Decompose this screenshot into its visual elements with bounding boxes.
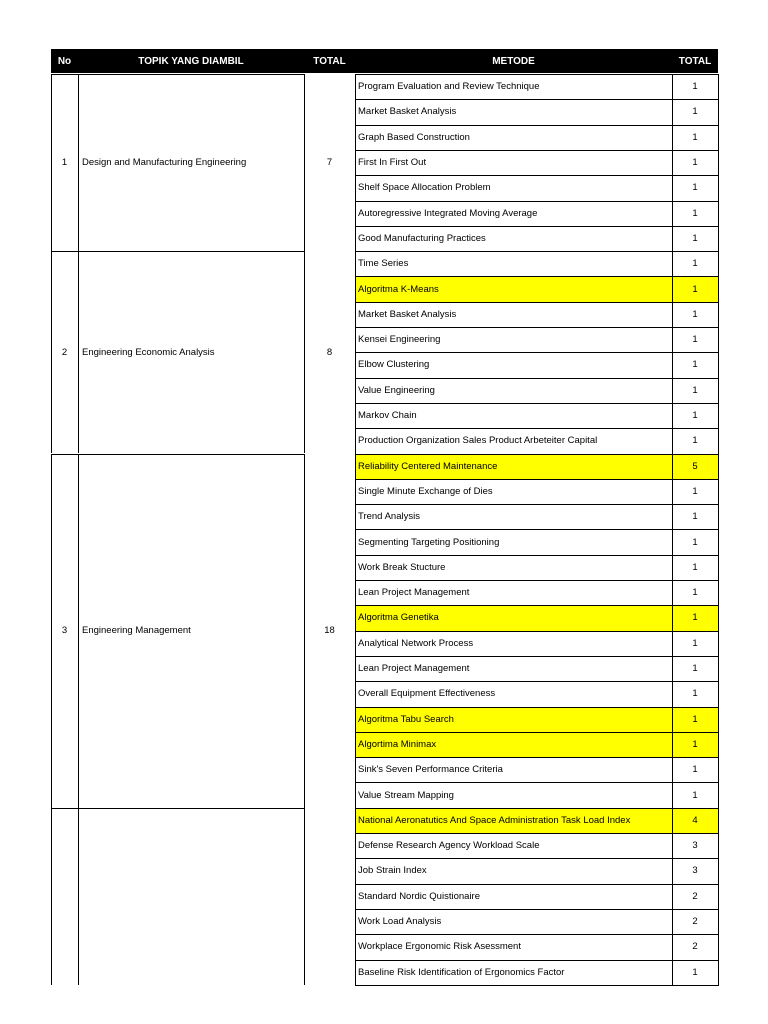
method-border-left	[355, 707, 356, 733]
method-border-left	[355, 960, 356, 986]
method-total: 1	[692, 81, 698, 93]
method-total: 1	[692, 764, 698, 776]
method-name: Elbow Clustering	[358, 359, 430, 371]
method-name: Algoritma Genetika	[358, 612, 439, 624]
method-total: 1	[692, 182, 698, 194]
method-border-right	[718, 175, 719, 201]
method-border-left	[355, 631, 356, 657]
method-border-left	[355, 302, 356, 328]
method-name: Shelf Space Allocation Problem	[358, 182, 491, 194]
method-total: 1	[692, 157, 698, 169]
method-border-left	[355, 656, 356, 682]
method-total: 1	[692, 410, 698, 422]
method-border-right	[718, 605, 719, 631]
group-border-no	[78, 251, 79, 453]
method-name: Defense Research Agency Workload Scale	[358, 840, 540, 852]
method-total: 1	[692, 561, 698, 573]
method-border-left	[355, 99, 356, 125]
method-row-border	[355, 985, 719, 986]
group-border-no	[78, 808, 79, 985]
header-no: No	[51, 49, 78, 73]
method-border-left	[355, 251, 356, 277]
method-name: Value Engineering	[358, 384, 435, 396]
method-name: Standard Nordic Quistionaire	[358, 890, 480, 902]
method-total: 1	[692, 283, 698, 295]
method-border-right	[718, 529, 719, 555]
method-border-right	[718, 757, 719, 783]
method-border-right	[718, 681, 719, 707]
method-border-right	[718, 479, 719, 505]
method-name: Time Series	[358, 258, 409, 270]
method-total: 1	[692, 106, 698, 118]
method-border-left	[355, 454, 356, 480]
method-total: 1	[692, 612, 698, 624]
method-total: 1	[692, 738, 698, 750]
method-name: Workplace Ergonomic Risk Asessment	[358, 941, 521, 953]
group-total: 7	[326, 157, 333, 169]
method-border-left	[355, 580, 356, 606]
method-border-left	[355, 757, 356, 783]
method-name: Lean Project Management	[358, 663, 470, 675]
method-border-left	[355, 403, 356, 429]
method-border-left	[355, 681, 356, 707]
method-total: 3	[692, 840, 698, 852]
method-total: 1	[692, 384, 698, 396]
method-border-left	[355, 884, 356, 910]
method-name: Good Manufacturing Practices	[358, 232, 486, 244]
method-name: National Aeronatutics And Space Administration Task Load Index	[358, 814, 631, 826]
method-border-right	[718, 428, 719, 454]
method-name: Job Strain Index	[358, 865, 427, 877]
method-name: Value Stream Mapping	[358, 789, 454, 801]
method-border-left	[355, 378, 356, 404]
header-metode: METODE	[355, 49, 672, 73]
method-border-right	[718, 934, 719, 960]
method-border-left	[355, 909, 356, 935]
method-name: Reliability Centered Maintenance	[358, 460, 498, 472]
method-border-left	[355, 428, 356, 454]
method-total: 1	[692, 536, 698, 548]
method-total: 1	[692, 511, 698, 523]
method-border-left	[355, 732, 356, 758]
header-total: TOTAL	[304, 49, 355, 73]
method-border-right	[718, 201, 719, 227]
method-border-right	[718, 960, 719, 986]
method-name: Kensei Engineering	[358, 334, 441, 346]
group-border-top	[51, 251, 305, 252]
group-border-top	[51, 454, 305, 455]
method-total: 1	[692, 713, 698, 725]
method-name: Markov Chain	[358, 410, 417, 422]
method-total: 2	[692, 890, 698, 902]
group-border-no	[78, 454, 79, 808]
method-border-left	[355, 782, 356, 808]
method-border-right	[718, 150, 719, 176]
method-name: Trend Analysis	[358, 511, 420, 523]
method-border-right	[718, 858, 719, 884]
group-total: 8	[326, 346, 333, 358]
method-border-right	[718, 833, 719, 859]
header-total-method: TOTAL	[672, 49, 718, 73]
method-total: 1	[692, 435, 698, 447]
method-name: Autoregressive Integrated Moving Average	[358, 207, 538, 219]
method-total: 3	[692, 865, 698, 877]
method-total: 1	[692, 258, 698, 270]
method-name: Algoritma Tabu Search	[358, 713, 454, 725]
method-border-left	[355, 479, 356, 505]
group-no	[51, 808, 78, 824]
method-border-left	[355, 529, 356, 555]
method-total: 1	[692, 663, 698, 675]
method-name: Program Evaluation and Review Technique	[358, 81, 540, 93]
method-name: Work Load Analysis	[358, 916, 442, 928]
method-border-right	[718, 707, 719, 733]
method-name: Sink's Seven Performance Criteria	[358, 764, 503, 776]
method-name: Market Basket Analysis	[358, 106, 457, 118]
method-total: 1	[692, 485, 698, 497]
method-total: 1	[692, 308, 698, 320]
method-name: Baseline Risk Identification of Ergonomics Factor	[358, 966, 565, 978]
method-total: 1	[692, 789, 698, 801]
method-border-left	[355, 352, 356, 378]
method-border-left	[355, 504, 356, 530]
method-border-left	[355, 150, 356, 176]
method-border-left	[355, 858, 356, 884]
method-border-right	[718, 74, 719, 100]
method-border-left	[355, 175, 356, 201]
group-topik: Engineering Economic Analysis	[82, 346, 215, 358]
method-total: 1	[692, 359, 698, 371]
method-border-left	[355, 201, 356, 227]
group-total	[304, 808, 355, 824]
method-border-right	[718, 909, 719, 935]
group-border-top	[51, 74, 305, 75]
method-border-left	[355, 833, 356, 859]
group-topik: Engineering Management	[82, 625, 191, 637]
group-total: 18	[324, 625, 335, 637]
method-total: 1	[692, 688, 698, 700]
method-border-right	[718, 782, 719, 808]
group-no: 1	[61, 157, 68, 169]
header-topik: TOPIK YANG DIAMBIL	[78, 49, 304, 73]
method-border-right	[718, 808, 719, 834]
group-topik	[82, 808, 302, 824]
method-border-right	[718, 125, 719, 151]
group-border-no	[78, 74, 79, 251]
method-total: 1	[692, 587, 698, 599]
method-border-right	[718, 656, 719, 682]
method-name: Single Minute Exchange of Dies	[358, 485, 493, 497]
method-name: Segmenting Targeting Positioning	[358, 536, 500, 548]
group-no: 3	[61, 625, 68, 637]
group-border-topik	[304, 808, 305, 985]
method-border-left	[355, 327, 356, 353]
method-border-right	[718, 732, 719, 758]
method-total: 2	[692, 941, 698, 953]
method-total: 4	[692, 814, 698, 826]
method-border-right	[718, 378, 719, 404]
method-border-right	[718, 327, 719, 353]
method-total: 1	[692, 207, 698, 219]
group-border-left	[51, 808, 52, 985]
group-no: 2	[61, 346, 68, 358]
method-border-left	[355, 934, 356, 960]
method-border-right	[718, 580, 719, 606]
method-name: Overall Equipment Effectiveness	[358, 688, 496, 700]
group-topik: Design and Manufacturing Engineering	[82, 157, 247, 169]
method-border-right	[718, 276, 719, 302]
method-total: 1	[692, 131, 698, 143]
method-total: 1	[692, 334, 698, 346]
method-border-left	[355, 74, 356, 100]
method-border-right	[718, 454, 719, 480]
method-total: 1	[692, 637, 698, 649]
method-name: Lean Project Management	[358, 587, 470, 599]
method-total: 2	[692, 916, 698, 928]
method-border-right	[718, 352, 719, 378]
method-border-right	[718, 99, 719, 125]
method-border-right	[718, 504, 719, 530]
method-name: Algortima Minimax	[358, 738, 437, 750]
method-name: Market Basket Analysis	[358, 308, 457, 320]
method-total: 1	[692, 966, 698, 978]
method-name: Graph Based Construction	[358, 131, 470, 143]
method-total: 5	[692, 460, 698, 472]
method-name: Work Break Stucture	[358, 561, 446, 573]
method-border-left	[355, 125, 356, 151]
method-border-left	[355, 808, 356, 834]
method-border-left	[355, 226, 356, 252]
method-border-right	[718, 302, 719, 328]
method-border-right	[718, 555, 719, 581]
method-border-left	[355, 276, 356, 302]
method-border-right	[718, 631, 719, 657]
method-name: First In First Out	[358, 157, 427, 169]
method-border-left	[355, 555, 356, 581]
method-border-left	[355, 605, 356, 631]
method-border-right	[718, 226, 719, 252]
method-border-right	[718, 403, 719, 429]
method-name: Production Organization Sales Product Arbeteiter Capital	[358, 435, 598, 447]
method-border-right	[718, 251, 719, 277]
method-name: Algoritma K-Means	[358, 283, 439, 295]
method-name: Analytical Network Process	[358, 637, 474, 649]
method-border-right	[718, 884, 719, 910]
method-total: 1	[692, 232, 698, 244]
